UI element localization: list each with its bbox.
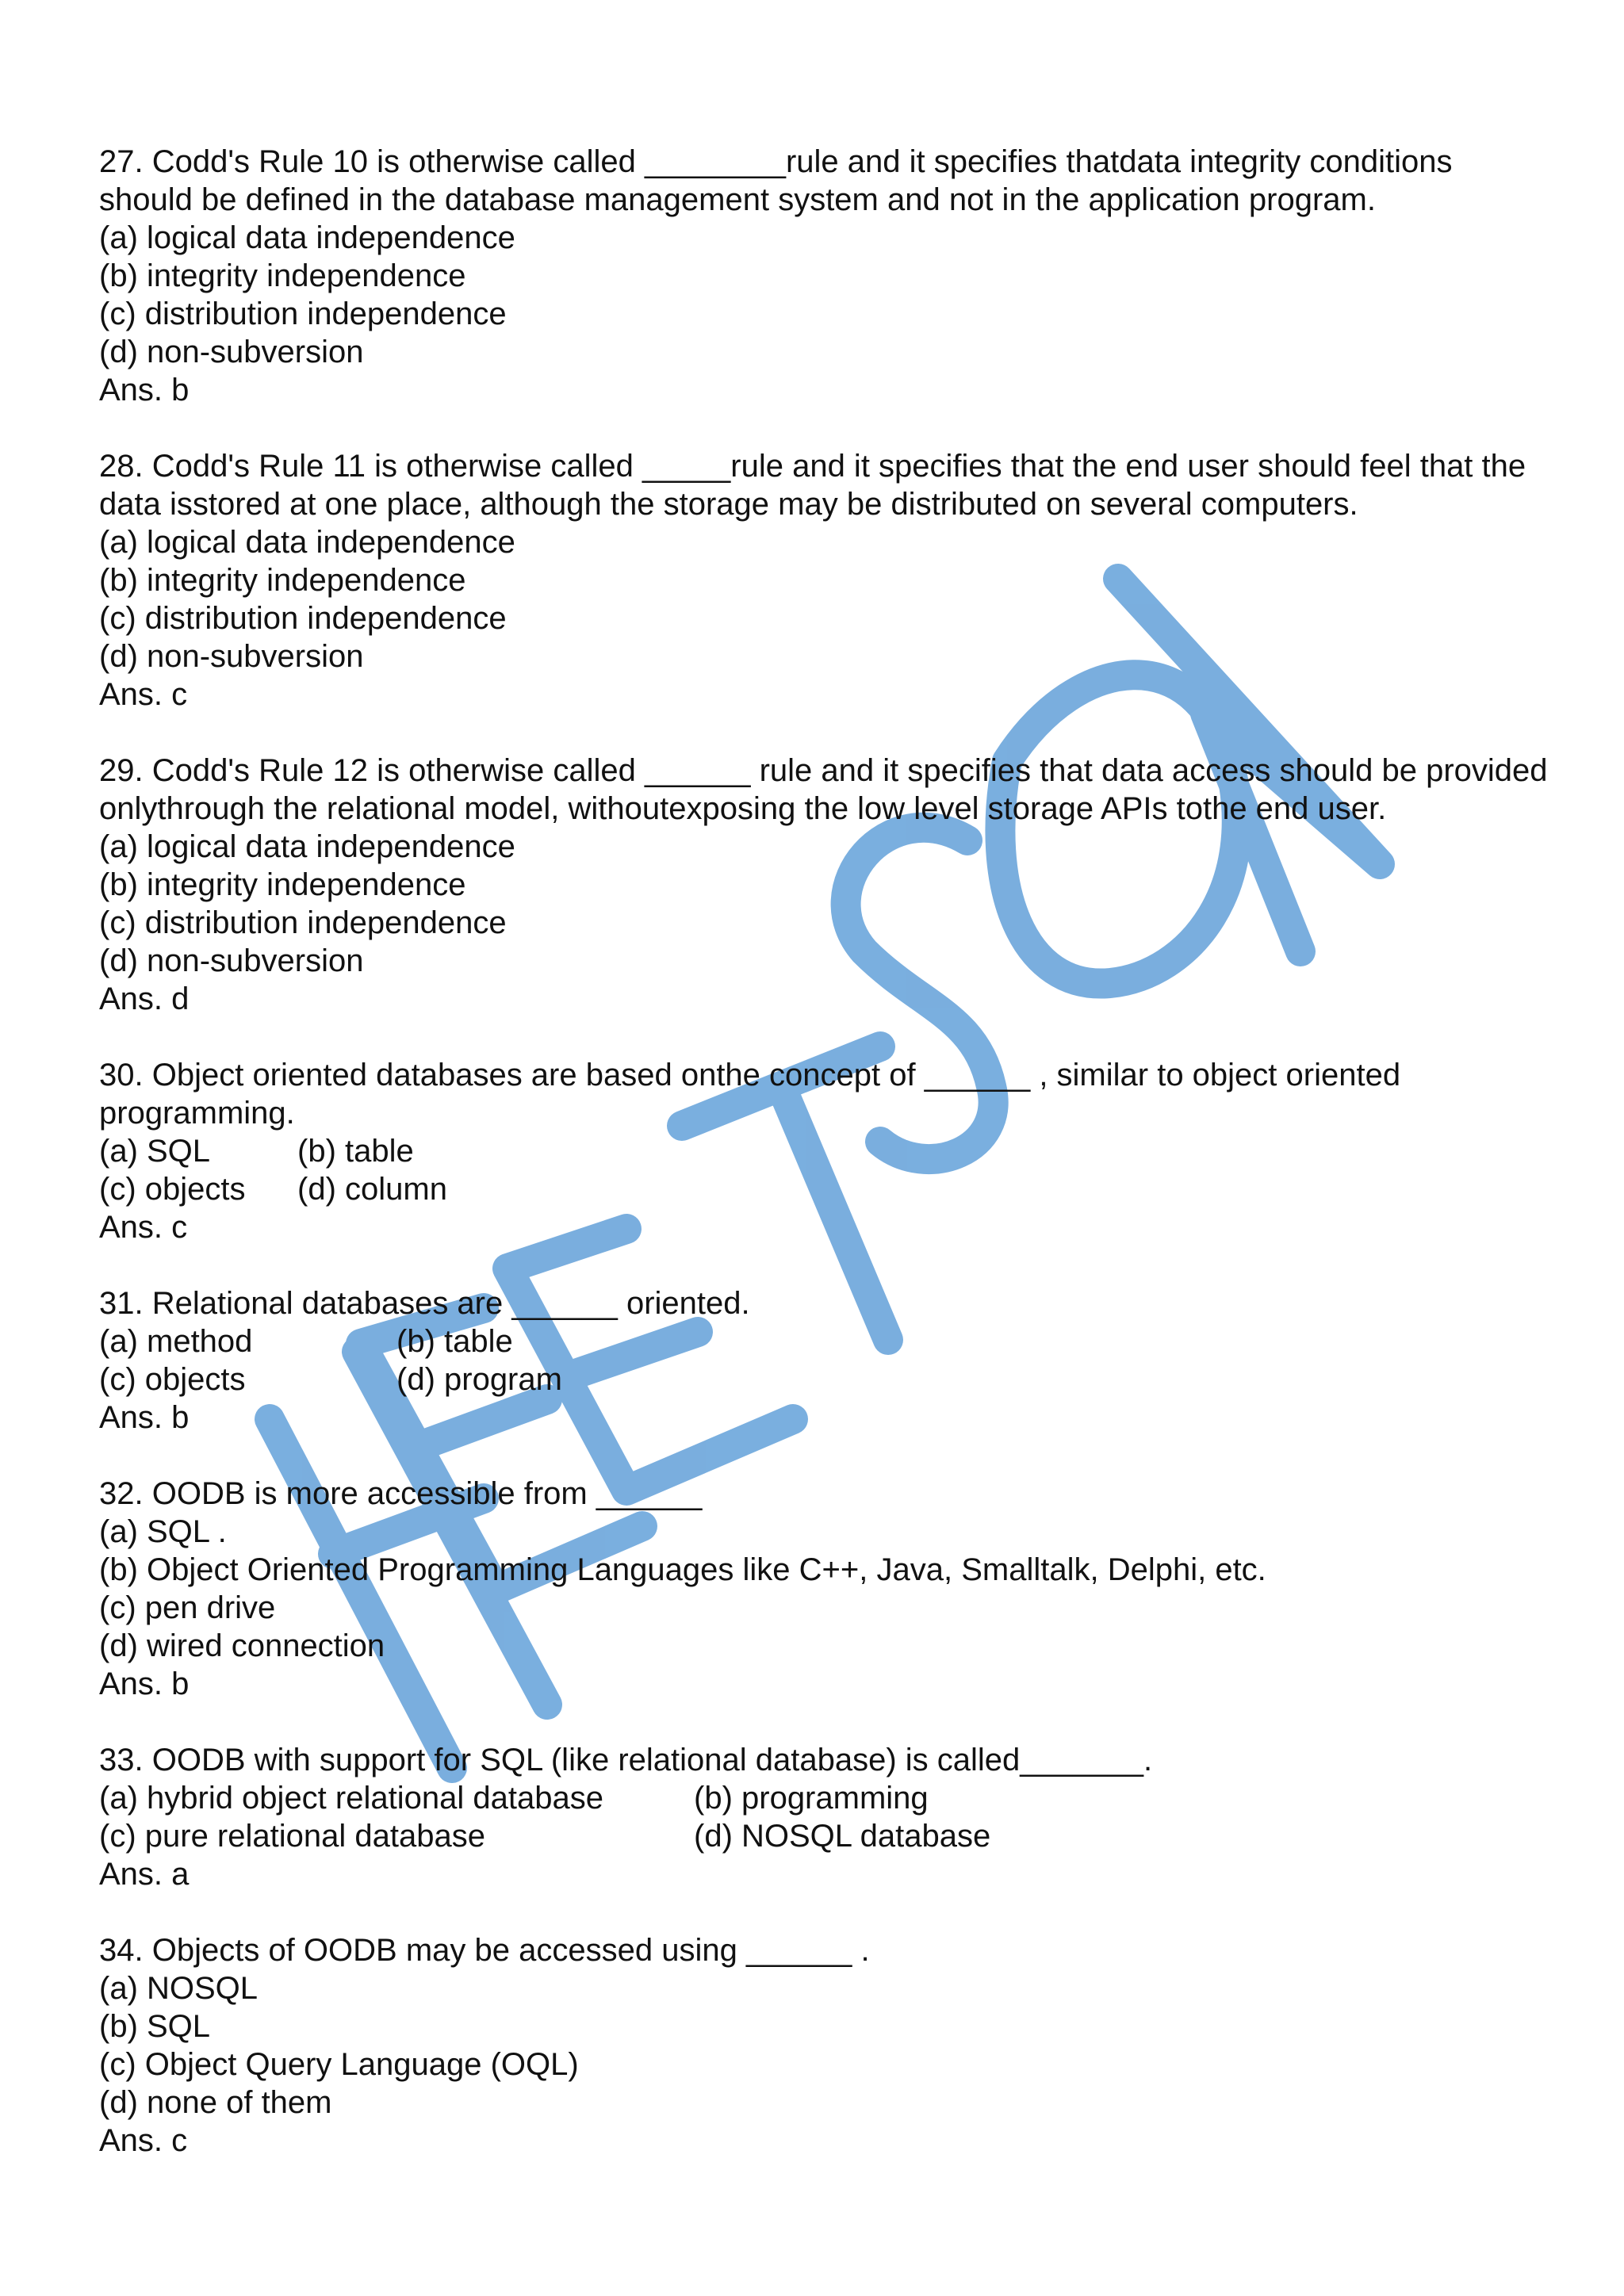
option-item: (d) wired connection — [99, 1628, 385, 1663]
option-row — [99, 1132, 1550, 1170]
question-text: 34. Objects of OODB may be accessed using ______ . — [99, 1933, 870, 1968]
question-block — [99, 1284, 1550, 1437]
option-item: (b) Object Oriented Programming Languages like C++, Java, Smalltalk, Delphi, etc. — [99, 1552, 1266, 1587]
option-item: (b) programming — [694, 1781, 929, 1816]
option-item: (c) distribution independence — [99, 905, 507, 940]
option-item: (a) method — [99, 1324, 253, 1359]
option-item: (c) pen drive — [99, 1590, 276, 1625]
option-item: (b) integrity independence — [99, 867, 466, 902]
option-item: (a) logical data independence — [99, 220, 515, 255]
question-text: 31. Relational databases are ______ oriented. — [99, 1286, 750, 1321]
option-item: (d) non-subversion — [99, 943, 364, 978]
answer-text: Ans. a — [99, 1857, 190, 1892]
option-item: (d) NOSQL database — [694, 1819, 991, 1854]
answer-text: Ans. b — [99, 1667, 190, 1701]
question-text: 27. Codd's Rule 10 is otherwise called ________rule and it specifies thatdata integrity conditions should be defined in the database management system and not in the application program. — [99, 144, 1453, 217]
answer-text: Ans. c — [99, 677, 188, 712]
question-block — [99, 1056, 1550, 1246]
option-item: (d) none of them — [99, 2085, 332, 2120]
answer-text: Ans. b — [99, 373, 190, 408]
answer-text: Ans. b — [99, 1400, 190, 1435]
option-item: (d) non-subversion — [99, 639, 364, 674]
question-block — [99, 752, 1550, 1018]
option-row — [99, 1779, 1550, 1817]
option-item: (a) logical data independence — [99, 829, 515, 864]
option-row — [99, 1360, 1550, 1399]
option-item: (c) distribution independence — [99, 601, 507, 636]
option-item: (c) distribution independence — [99, 297, 507, 331]
option-item: (c) Object Query Language (OQL) — [99, 2047, 579, 2082]
option-item: (c) pure relational database — [99, 1819, 485, 1854]
option-row — [99, 1817, 1550, 1855]
answer-text: Ans. d — [99, 982, 190, 1016]
option-item: (b) integrity independence — [99, 563, 466, 598]
question-block — [99, 1931, 1550, 2160]
option-item: (d) program — [396, 1362, 562, 1397]
question-text: 32. OODB is more accessible from ______ — [99, 1476, 703, 1511]
question-text: 33. OODB with support for SQL (like relational database) is called_______. — [99, 1743, 1153, 1777]
option-row — [99, 1322, 1550, 1360]
question-text: 30. Object oriented databases are based onthe concept of ______ , similar to object oriented programming. — [99, 1058, 1401, 1131]
option-item: (a) hybrid object relational database — [99, 1781, 603, 1816]
answer-text: Ans. c — [99, 1210, 188, 1245]
option-item: (b) integrity independence — [99, 258, 466, 293]
option-item: (b) SQL — [99, 2009, 211, 2044]
answer-text: Ans. c — [99, 2123, 188, 2158]
option-item: (c) objects — [99, 1172, 246, 1207]
option-item: (c) objects — [99, 1362, 246, 1397]
option-row — [99, 1170, 1550, 1208]
option-item: (a) NOSQL — [99, 1971, 259, 2006]
option-item: (b) table — [396, 1324, 513, 1359]
option-item: (d) non-subversion — [99, 335, 364, 369]
question-block — [99, 143, 1550, 409]
option-item: (d) column — [297, 1172, 447, 1207]
option-item: (a) SQL . — [99, 1514, 227, 1549]
question-text: 28. Codd's Rule 11 is otherwise called _____rule and it specifies that the end user should feel that the data isstored at one place, although the storage may be distributed on several computers. — [99, 449, 1526, 522]
option-item: (a) SQL — [99, 1134, 211, 1169]
option-item: (b) table — [297, 1134, 414, 1169]
question-block — [99, 447, 1550, 714]
option-item: (a) logical data independence — [99, 525, 515, 560]
question-block — [99, 1475, 1550, 1703]
question-page — [99, 143, 1550, 2198]
question-text: 29. Codd's Rule 12 is otherwise called ______ rule and it specifies that data access should be provided onlythrough the relational model, withoutexposing the low level storage APIs tothe end user. — [99, 753, 1548, 826]
question-block — [99, 1741, 1550, 1893]
